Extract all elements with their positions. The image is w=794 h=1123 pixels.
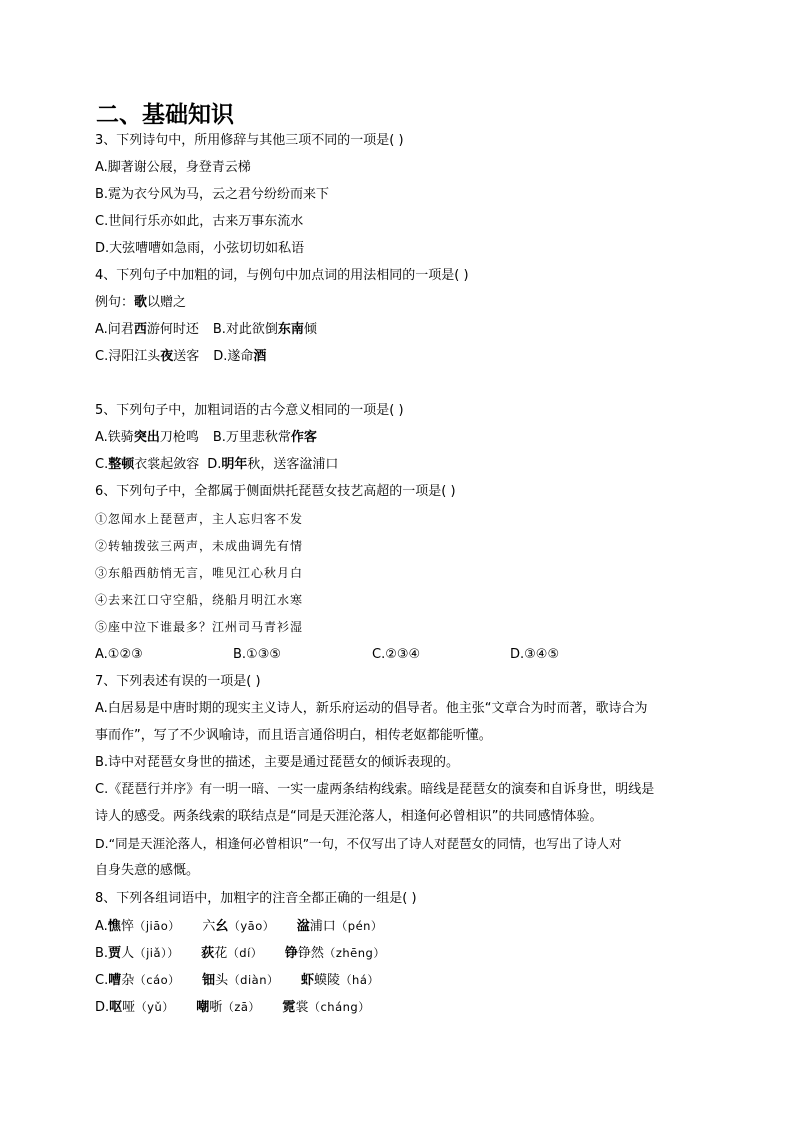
q6-option-d: D.③④⑤ — [510, 647, 560, 662]
q7-option-c-line1: C.《琵琶行并序》有一明一暗、一实一虚两条结构线索。暗线是琵琶女的演奏和自诉身世，明线是 — [95, 782, 655, 797]
q4-options-cd — [95, 348, 266, 366]
q7-option-c-line2: 诗人的感受。两条线索的联结点是“同是天涯沦落人，相逢何必曾相识”的共同感情体验。 — [95, 809, 603, 824]
q7-stem: 7、下列表述有误的一项是( ) — [95, 674, 261, 689]
q3-option-c: C.世间行乐亦如此，古来万事东流水 — [95, 214, 304, 229]
q4-option-a: A.问君西游何时还 — [95, 322, 199, 337]
q3-option-a: A.脚著谢公屐，身登青云梯 — [95, 160, 251, 175]
q4-example: 例句：歌以赠之 — [95, 295, 187, 310]
q3-stem: 3、下列诗句中，所用修辞与其他三项不同的一项是( ) — [95, 133, 404, 148]
q8-option-d: D.呕哑（yǔ） 嘲哳（zā） 霓裳（cháng） — [95, 1000, 371, 1015]
q5-options-ab — [95, 429, 317, 447]
q6-line-2: ②转轴拨弦三两声，未成曲调先有情 — [95, 539, 304, 553]
q4-option-c: C.浔阳江头夜送客 — [95, 349, 200, 364]
q6-option-b: B.①③⑤ — [233, 647, 282, 662]
q6-option-a: A.①②③ — [95, 647, 143, 662]
q7-option-a-line2: 事而作”，写了不少讽喻诗，而且语言通俗明白，相传老妪都能听懂。 — [95, 728, 492, 743]
q8-option-b: B.贾人（jiǎ）） 荻花（dí） 铮铮然（zhēng） — [95, 946, 386, 961]
q6-line-5: ⑤座中泣下谁最多？江州司马青衫湿 — [95, 620, 304, 634]
q4-options-ab — [95, 321, 317, 339]
q7-option-a-line1: A.白居易是中唐时期的现实主义诗人，新乐府运动的倡导者。他主张“文章合为时而著，歌诗合为 — [95, 701, 648, 716]
q6-line-1: ①忽闻水上琵琶声，主人忘归客不发 — [95, 512, 304, 526]
q4-option-d: D.遂命酒 — [213, 349, 267, 364]
q5-options-cd — [95, 456, 338, 474]
q5-option-a: A.铁骑突出刀枪鸣 — [95, 430, 199, 445]
q3-option-b: B.霓为衣兮风为马，云之君兮纷纷而来下 — [95, 187, 330, 202]
q8-option-a: A.憔悴（jiāo） 六幺（yāo） 湓浦口（pén） — [95, 919, 383, 934]
q3-option-d: D.大弦嘈嘈如急雨，小弦切切如私语 — [95, 241, 305, 256]
q7-option-d-line2: 自身失意的感慨。 — [95, 863, 200, 878]
q6-line-4: ④去来江口守空船，绕船月明江水寒 — [95, 593, 304, 607]
q6-option-c: C.②③④ — [372, 647, 421, 662]
q8-stem: 8、下列各组词语中，加粗字的注音全都正确的一组是( ) — [95, 891, 417, 906]
q5-option-d: D.明年秋，送客湓浦口 — [207, 457, 339, 472]
q7-option-b: B.诗中对琵琶女身世的描述，主要是通过琵琶女的倾诉表现的。 — [95, 755, 460, 770]
q7-option-d-line1: D.“同是天涯沦落人，相逢何必曾相识”一句，不仅写出了诗人对琵琶女的同情，也写出了诗人对 — [95, 836, 622, 851]
q4-stem: 4、下列句子中加粗的词，与例句中加点词的用法相同的一项是( ) — [95, 268, 469, 283]
q6-stem: 6、下列句子中，全都属于侧面烘托琵琶女技艺高超的一项是( ) — [95, 484, 456, 499]
q8-option-c: C.嘈杂（cáo） 钿头（diàn） 虾蟆陵（há） — [95, 973, 380, 988]
q5-option-b: B.万里悲秋常作客 — [212, 430, 317, 445]
q6-line-3: ③东船西舫悄无言，唯见江心秋月白 — [95, 566, 304, 580]
q5-stem: 5、下列句子中，加粗词语的古今意义相同的一项是( ) — [95, 403, 404, 418]
q5-option-c: C.整顿衣裳起敛容 — [95, 457, 200, 472]
section-title: 二、基础知识 — [96, 101, 234, 128]
q4-option-b: B.对此欲倒东南倾 — [212, 322, 317, 337]
